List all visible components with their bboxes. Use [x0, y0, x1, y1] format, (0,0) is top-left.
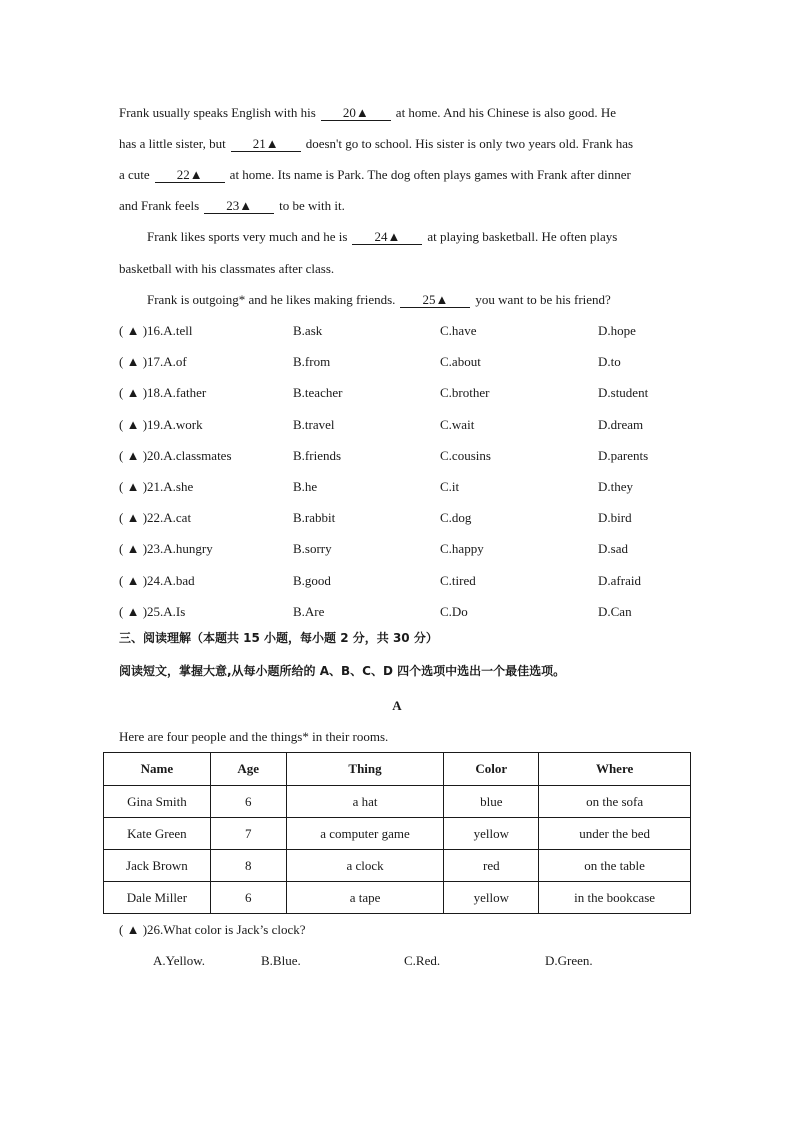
cell-color: blue	[444, 786, 539, 818]
table-row	[104, 786, 691, 818]
blank-20: 20▲	[321, 105, 391, 121]
blank-25: 25▲	[400, 292, 470, 308]
option-c: C.it	[440, 479, 460, 494]
option-d: D.sad	[598, 541, 628, 556]
q26-option-d: D.Green.	[545, 953, 593, 968]
cell-thing: a hat	[286, 786, 444, 818]
cell-color: yellow	[444, 882, 539, 914]
text: basketball with his classmates after class.	[119, 261, 335, 276]
cell-thing: a tape	[286, 882, 444, 914]
header-color: Color	[444, 753, 539, 786]
option-q25: ( ▲ )25.A.Is	[119, 604, 186, 619]
option-q23: ( ▲ )23.A.hungry	[119, 541, 213, 556]
cell-where: on the table	[539, 850, 691, 882]
passage-label: A	[392, 698, 402, 713]
text: to be with it.	[279, 198, 345, 213]
text: Frank likes sports very much and he is	[147, 229, 348, 244]
option-d: D.parents	[598, 448, 649, 463]
option-q16: ( ▲ )16.A.tell	[119, 323, 193, 338]
cloze-line-3	[119, 166, 631, 184]
option-d: D.student	[598, 385, 649, 400]
option-q18: ( ▲ )18.A.father	[119, 385, 207, 400]
cloze-line-5	[147, 228, 617, 246]
header-where: Where	[539, 753, 691, 786]
table-row	[104, 850, 691, 882]
option-d: D.they	[598, 479, 634, 494]
cell-where: under the bed	[539, 818, 691, 850]
option-c: C.happy	[440, 541, 484, 556]
cell-thing: a clock	[286, 850, 444, 882]
option-b: B.ask	[293, 323, 323, 338]
option-d: D.to	[598, 354, 621, 369]
cell-name: Gina Smith	[104, 786, 211, 818]
option-q20: ( ▲ )20.A.classmates	[119, 448, 232, 463]
option-q19: ( ▲ )19.A.work	[119, 417, 203, 432]
cloze-line-7	[147, 291, 611, 309]
option-c: C.about	[440, 354, 481, 369]
option-b: B.from	[293, 354, 331, 369]
table-row	[104, 818, 691, 850]
passage-intro: Here are four people and the things* in their rooms.	[119, 729, 389, 744]
q26-option-a: A.Yellow.	[153, 953, 206, 968]
cell-color: yellow	[444, 818, 539, 850]
text: at home. And his Chinese is also good. He	[395, 105, 617, 120]
option-c: C.dog	[440, 510, 472, 525]
option-c: C.brother	[440, 385, 490, 400]
option-b: B.teacher	[293, 385, 343, 400]
option-c: C.Do	[440, 604, 468, 619]
cell-name: Kate Green	[104, 818, 211, 850]
option-d: D.Can	[598, 604, 632, 619]
text: has a little sister, but	[119, 136, 226, 151]
q26-option-b: B.Blue.	[261, 953, 301, 968]
blank-23: 23▲	[204, 198, 274, 214]
question-26: ( ▲ )26.What color is Jack’s clock?	[119, 922, 306, 937]
option-c: C.have	[440, 323, 477, 338]
option-q17: ( ▲ )17.A.of	[119, 354, 187, 369]
header-name: Name	[104, 753, 211, 786]
table-row	[104, 882, 691, 914]
cloze-line-2	[119, 135, 633, 153]
cell-age: 6	[210, 882, 286, 914]
people-things-table	[103, 752, 691, 914]
text: at playing basketball. He often plays	[427, 229, 618, 244]
q26-option-c: C.Red.	[404, 953, 441, 968]
header-age: Age	[210, 753, 286, 786]
text: Frank is outgoing* and he likes making friends.	[147, 292, 396, 307]
header-thing: Thing	[286, 753, 444, 786]
option-d: D.bird	[598, 510, 632, 525]
cloze-line-1	[119, 104, 616, 122]
option-d: D.hope	[598, 323, 636, 338]
option-c: C.cousins	[440, 448, 491, 463]
option-b: B.travel	[293, 417, 335, 432]
option-c: C.tired	[440, 573, 476, 588]
section-instruction: 阅读短文，掌握大意,从每小题所给的 A、B、C、D 四个选项中选出一个最佳选项。	[119, 664, 566, 678]
blank-21: 21▲	[231, 136, 301, 152]
option-b: B.good	[293, 573, 331, 588]
blank-24: 24▲	[352, 229, 422, 245]
cell-where: on the sofa	[539, 786, 691, 818]
option-b: B.Are	[293, 604, 325, 619]
cloze-line-6	[119, 260, 334, 278]
section-title: 三、阅读理解（本题共 15 小题，每小题 2 分，共 30 分）	[119, 631, 438, 645]
text: doesn't go to school. His sister is only two years old. Frank has	[305, 136, 634, 151]
option-q21: ( ▲ )21.A.she	[119, 479, 194, 494]
option-b: B.sorry	[293, 541, 332, 556]
cloze-line-4	[119, 197, 345, 215]
text: Frank usually speaks English with his	[119, 105, 316, 120]
option-d: D.afraid	[598, 573, 641, 588]
cell-age: 8	[210, 850, 286, 882]
cell-where: in the bookcase	[539, 882, 691, 914]
option-d: D.dream	[598, 417, 644, 432]
text: a cute	[119, 167, 150, 182]
option-b: B.rabbit	[293, 510, 336, 525]
cell-color: red	[444, 850, 539, 882]
cell-thing: a computer game	[286, 818, 444, 850]
cell-name: Jack Brown	[104, 850, 211, 882]
table-header-row	[104, 753, 691, 786]
text: you want to be his friend?	[475, 292, 611, 307]
cell-age: 6	[210, 786, 286, 818]
cell-age: 7	[210, 818, 286, 850]
option-q22: ( ▲ )22.A.cat	[119, 510, 192, 525]
text: and Frank feels	[119, 198, 200, 213]
option-c: C.wait	[440, 417, 475, 432]
option-b: B.he	[293, 479, 318, 494]
option-b: B.friends	[293, 448, 342, 463]
option-q24: ( ▲ )24.A.bad	[119, 573, 195, 588]
blank-22: 22▲	[155, 167, 225, 183]
cell-name: Dale Miller	[104, 882, 211, 914]
text: at home. Its name is Park. The dog often plays games with Frank after dinner	[229, 167, 631, 182]
